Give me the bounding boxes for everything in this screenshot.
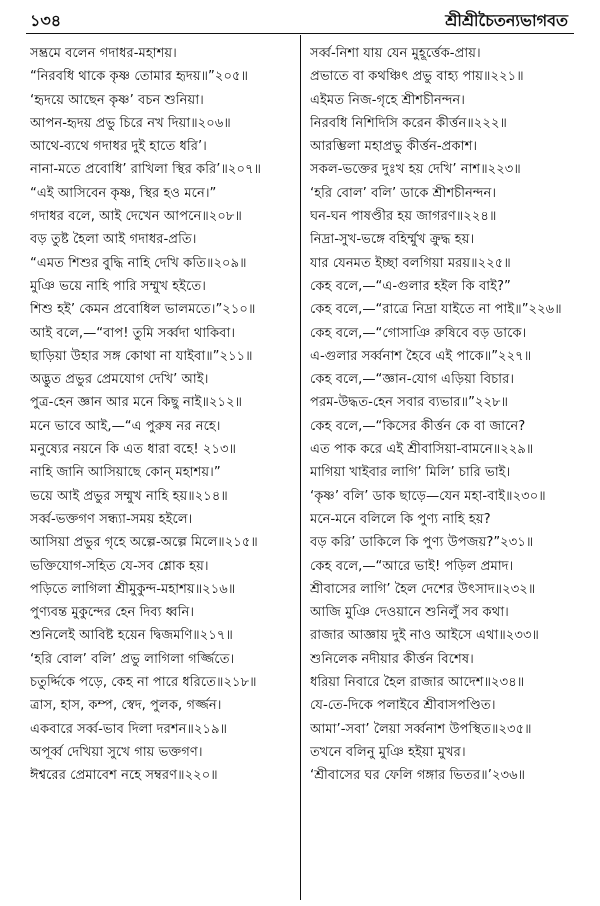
verse-line: আসিয়া প্রভুর গৃহে অল্পে-অল্পে মিলে॥২১৫॥	[30, 535, 258, 551]
verse-line: মাগিয়া খাইবার লাগি’ মিলি’ চারি ভাই।	[310, 465, 511, 481]
verse-line: “এই আসিবেন কৃষ্ণ, স্থির হও মনে।”	[30, 185, 217, 201]
verse-line: ‘হৃদয়ে আছেন কৃষ্ণ’ বচন শুনিয়া।	[30, 92, 204, 108]
verse-line: নিদ্রা-সুখ-ভঙ্গে বহির্ম্মুখ ক্রুদ্ধ হয়।	[310, 232, 475, 248]
verse-line: শ্রীবাসের লাগি’ হৈল দেশের উৎসাদ॥২৩২॥	[310, 581, 536, 597]
right-column	[310, 42, 580, 788]
verse-line: আথে-ব্যথে গদাধর দুই হাতে ধরি’।	[30, 139, 207, 155]
verse-line: আজি মুঞি দেওয়ানে শুনিলুঁ সব কথা।	[310, 605, 509, 621]
verse-line: ত্রাস, হাস, কম্প, স্বেদ, পুলক, গর্জ্জন।	[30, 698, 222, 714]
column-divider	[300, 35, 301, 900]
verse-line: মনে ভাবে আই,—“এ পুরুষ নর নহে।	[30, 418, 221, 434]
verse-line: ভয়ে আই প্রভুর সম্মুখ নাহি হয়॥২১৪॥	[30, 488, 228, 504]
verse-line: অপূর্ব্ব দেখিয়া সুখে গায় ভক্তগণ।	[30, 744, 203, 760]
verse-line: বড় করি’ ডাকিলে কি পুণ্য উপজয়?”২৩১॥	[310, 535, 534, 551]
verse-line: গদাধর বলে, আই দেখেন আপনে॥২০৮॥	[30, 209, 242, 225]
verse-line: “এমত শিশুর বুদ্ধি নাহি দেখি কতি॥২০৯॥	[30, 255, 247, 271]
verse-line: পড়িতে লাগিলা শ্রীমুকুন্দ-মহাশয়॥২১৬॥	[30, 581, 236, 597]
verse-line: ‘হরি বোল’ বলি’ ডাকে শ্রীশচীনন্দন।	[310, 185, 497, 201]
verse-line: এ-গুলার সর্ব্বনাশ হৈবে এই পাকে॥”২২৭॥	[310, 348, 532, 364]
verse-line: নানা-মতে প্রবোধি’ রাখিলা স্থির করি’॥২০৭॥	[30, 162, 262, 178]
verse-line: আমা’-সবা’ লৈয়া সর্ব্বনাশ উপস্থিত॥২৩৫॥	[310, 721, 532, 737]
verse-line: নাহি জানি আসিয়াছে কোন্ মহাশয়।”	[30, 465, 221, 481]
verse-line: সর্ব্ব-ভক্তগণ সন্ধ্যা-সময় হইলে।	[30, 511, 193, 527]
verse-line: কেহ বলে,—“কিসের কীর্ত্তন কে বা জানে?	[310, 418, 526, 434]
verse-line: ঈশ্বরের প্রেমাবেশ নহে সম্বরণ॥২২০॥	[30, 768, 218, 784]
verse-line: শুনিলেই আবিষ্ট হয়েন দ্বিজমণি॥২১৭॥	[30, 628, 233, 644]
verse-line: ভক্তিযোগ-সহিত যে-সব শ্লোক হয়।	[30, 558, 209, 574]
verse-line: ছাড়িয়া উহার সঙ্গ কোথা না যাইবা॥”২১১॥	[30, 348, 253, 364]
verse-line: সকল-ভক্তের দুঃখ হয় দেখি’ নাশ॥২২৩॥	[310, 162, 521, 178]
verse-line: পরম-উদ্ধত-হেন সবার ব্যভার॥”২২৮॥	[310, 395, 509, 411]
page-header	[26, 6, 574, 32]
verse-line: কেহ বলে,—“এ-গুলার হইল কি বাই?”	[310, 278, 511, 294]
verse-line: একবারে সর্ব্ব-ভাব দিলা দরশন॥২১৯॥	[30, 721, 228, 737]
verse-line: “নিরবধি থাকে কৃষ্ণ তোমার হৃদয়॥”২০৫॥	[30, 69, 249, 85]
verse-line: শিশু হই’ কেমন প্রবোধিল ভালমতে।”২১০॥	[30, 302, 256, 318]
verse-line: অদ্ভুত প্রভুর প্রেমযোগ দেখি’ আই।	[30, 372, 209, 388]
verse-line: কেহ বলে,—“রাত্রে নিদ্রা যাইতে না পাই॥”২২৬॥	[310, 302, 562, 318]
verse-line: আপন-হৃদয় প্রভু চিরে নখ দিয়া॥২০৬॥	[30, 115, 231, 131]
verse-line: যে-তে-দিকে পলাইবে শ্রীবাসপণ্ডিত।	[310, 698, 496, 714]
verse-line: ধরিয়া নিবারে হৈল রাজার আদেশ॥২৩৪॥	[310, 675, 525, 691]
verse-line: ঘন-ঘন পাষণ্ডীর হয় জাগরণ॥২২৪॥	[310, 209, 497, 225]
verse-line: কেহ বলে,—“আরে ভাই! পড়িল প্রমাদ।	[310, 558, 514, 574]
verse-line: শুনিলেক নদীয়ার কীর্ত্তন বিশেষ।	[310, 651, 474, 667]
verse-line: আই বলে,—“বাপ! তুমি সর্ব্বদা থাকিবা।	[30, 325, 236, 341]
verse-line: মনে-মনে বলিলে কি পুণ্য নাহি হয়?	[310, 511, 491, 527]
verse-line: মুঞি ভয়ে নাহি পারি সম্মুখ হইতে।	[30, 278, 206, 294]
verse-line: কেহ বলে,—“জ্ঞান-যোগ এড়িয়া বিচার।	[310, 372, 515, 388]
header-rule	[26, 33, 574, 34]
verse-line: কেহ বলে,—“গোসাঞি রুষিবে বড় ডাকে।	[310, 325, 527, 341]
verse-line: ‘শ্রীবাসের ঘর ফেলি গঙ্গার ভিতর॥’২৩৬॥	[310, 768, 526, 784]
verse-line: এইমত নিজ-গৃহে শ্রীশচীনন্দন।	[310, 92, 466, 108]
verse-line: সর্ব্ব-নিশা যায় যেন মুহূর্ত্তেক-প্রায়।	[310, 46, 481, 61]
verse-line: পুত্র-হেন জ্ঞান আর মনে কিছু নাই॥২১২॥	[30, 395, 243, 411]
verse-line: বড় তুষ্ট হৈলা আই গদাধর-প্রতি।	[30, 232, 197, 248]
verse-line: মনুষ্যের নয়নে কি এত ধারা বহে! ২১৩॥	[30, 442, 237, 458]
verse-line: আরম্ভিলা মহাপ্রভু কীর্ত্তন-প্রকাশ।	[310, 139, 478, 155]
verse-line: প্রভাতে বা কথঞ্চিৎ প্রভু বাহ্য পায়॥২২১॥	[310, 69, 524, 85]
verse-line: চতুর্দ্দিকে পড়ে, কেহ না পারে ধরিতে॥২১৮॥	[30, 675, 257, 691]
verse-line: ‘হরি বোল’ বলি’ প্রভু লাগিলা গর্জ্জিতে।	[30, 651, 235, 667]
verse-line: এত পাক করে এই শ্রীবাসিয়া-বামনে॥২২৯॥	[310, 442, 534, 458]
verse-line: তখনে বলিনু মুঞি হইয়া মুখর।	[310, 744, 466, 760]
verse-line: সম্ভ্রমে বলেন গদাধর-মহাশয়।	[30, 46, 177, 61]
running-title: শ্রীশ্রীচৈতন্যভাগবত	[445, 11, 568, 30]
verse-line: নিরবধি নিশিদিসি করেন কীর্ত্তন॥২২২॥	[310, 115, 507, 131]
page-number: ১৩৪	[30, 11, 62, 30]
verse-line: পুণ্যবন্ত মুকুন্দের হেন দিব্য ধ্বনি।	[30, 605, 195, 621]
verse-line: যার যেনমত ইচ্ছা বলগিয়া মরয়॥২২৫॥	[310, 255, 511, 271]
verse-line: রাজার আজ্ঞায় দুই নাও আইসে এথা॥২৩৩॥	[310, 628, 539, 644]
verse-line: ‘কৃষ্ণ’ বলি’ ডাক ছাড়ে—যেন মহা-বাই॥২৩০॥	[310, 488, 546, 504]
left-column	[30, 42, 296, 788]
